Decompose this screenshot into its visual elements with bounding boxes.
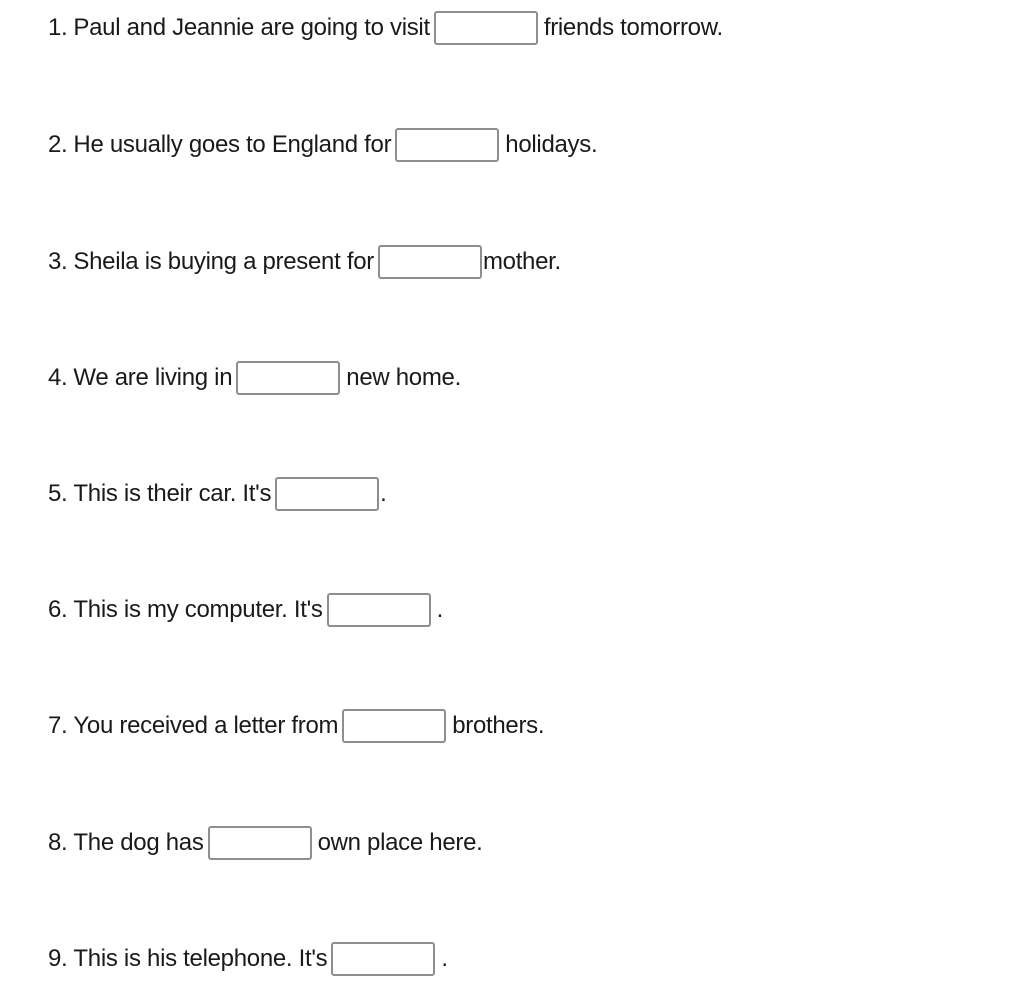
question-text-before: This is their car. It's [73,480,272,507]
question-text-after: new home. [346,364,461,391]
question-text-before: We are living in [73,364,233,391]
question-text-after: mother. [482,248,561,275]
question-text-before: Paul and Jeannie are going to visit [73,14,430,41]
question-text-after: friends tomorrow. [543,14,723,41]
question-number: 4. [48,364,68,391]
answer-input-6[interactable] [327,593,431,627]
question-9 [48,939,448,979]
question-number: 9. [48,945,68,972]
question-number: 6. [48,596,68,623]
question-text-before: He usually goes to England for [73,131,392,158]
question-number: 1. [48,14,68,41]
question-number: 8. [48,829,68,856]
question-text-before: Sheila is buying a present for [73,248,374,275]
answer-input-2[interactable] [395,128,499,162]
question-number: 2. [48,131,68,158]
question-text-after: . [441,945,448,972]
question-8 [48,823,483,863]
answer-input-8[interactable] [208,826,312,860]
question-number: 3. [48,248,68,275]
question-text-before: This is my computer. It's [73,596,323,623]
question-5 [48,474,387,514]
answer-input-1[interactable] [434,11,538,45]
question-text-after: . [436,596,443,623]
answer-input-4[interactable] [236,361,340,395]
answer-input-5[interactable] [275,477,379,511]
question-7 [48,706,544,746]
question-text-after: own place here. [317,829,483,856]
answer-input-3[interactable] [378,245,482,279]
question-text-after: holidays. [505,131,598,158]
question-text-after: . [380,480,387,507]
question-text-after: brothers. [452,712,545,739]
question-text-before: This is his telephone. It's [73,945,328,972]
question-number: 5. [48,480,68,507]
question-6 [48,590,443,630]
question-number: 7. [48,712,68,739]
answer-input-9[interactable] [331,942,435,976]
question-2 [48,125,597,165]
question-text-before: You received a letter from [73,712,339,739]
question-4 [48,358,461,398]
answer-input-7[interactable] [342,709,446,743]
question-text-before: The dog has [73,829,204,856]
question-1 [48,8,723,48]
question-3 [48,242,561,282]
